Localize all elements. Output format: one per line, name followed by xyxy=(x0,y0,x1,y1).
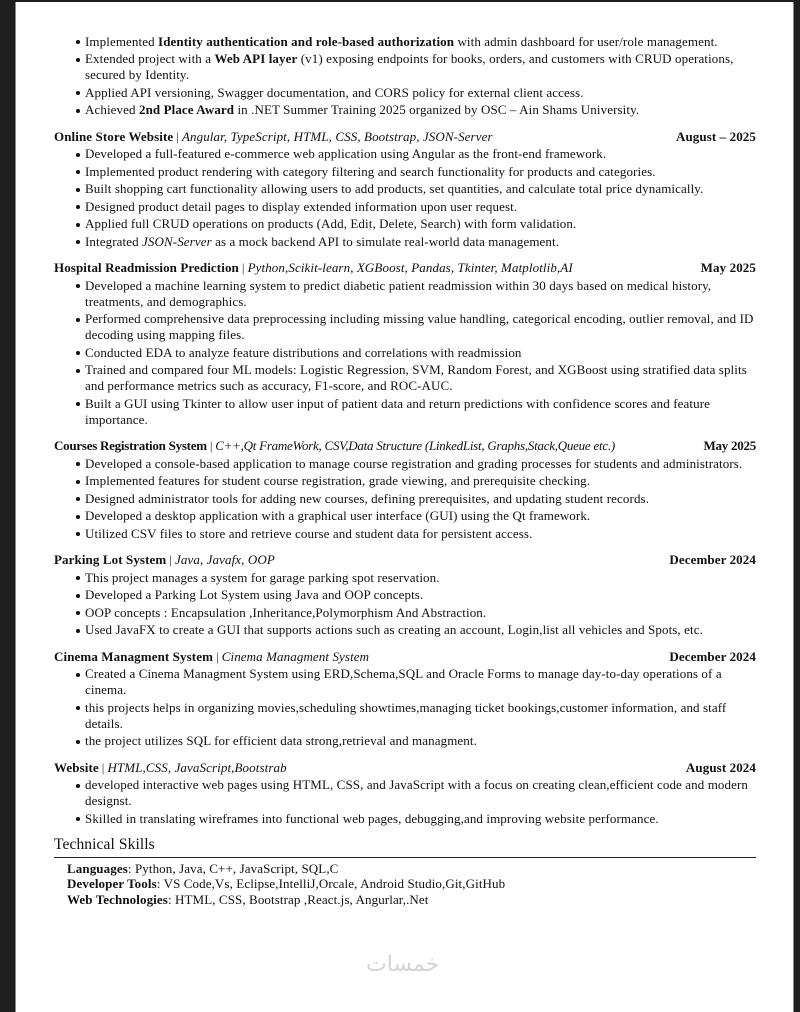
project-title-line xyxy=(54,128,493,145)
bullet-text: Implemented features for student course registration, grade viewing, and prerequisite checking. xyxy=(85,473,591,488)
bullet-text: Conducted EDA to analyze feature distributions and correlations with readmission xyxy=(85,344,522,360)
separator: | xyxy=(209,438,213,453)
bullet-text: Performed comprehensive data preprocessing including missing value handling, categorical encoding, outlier removal, and ID decoding using mapping files. xyxy=(85,311,754,342)
project-tech: C++,Qt FrameWork, CSV,Data Structure (LinkedList, Graphs,Stack,Queue etc.) xyxy=(215,438,615,453)
project-tech: Python,Scikit-learn, XGBoost, Pandas, Tkinter, Matplotlib,AI xyxy=(247,260,573,275)
project-name: Website xyxy=(54,759,99,775)
bullet-text: This project manages a system for garage parking spot reservation. xyxy=(85,569,440,585)
bullet-item xyxy=(85,587,756,603)
bullet-text: Implemented xyxy=(85,33,159,49)
bullet-text: Applied full CRUD operations on products (Add, Edit, Delete, Search) with form validation. xyxy=(85,216,577,231)
bullet-text: Integrated xyxy=(85,233,143,249)
bullet-item xyxy=(85,34,756,50)
bullet-item xyxy=(85,456,756,472)
bullet-list xyxy=(54,777,756,827)
bullet-item xyxy=(85,146,756,162)
bullet-list xyxy=(54,278,756,428)
bullet-text: Developed a console-based application to manage course registration and grading processes for students and administrators. xyxy=(85,455,743,471)
bullet-item xyxy=(85,777,756,809)
resume-page xyxy=(15,2,794,1012)
project-date: May 2025 xyxy=(700,260,756,275)
bullet-item xyxy=(85,508,756,524)
bullet-item xyxy=(85,526,756,542)
bullet-text: (v1) exposing endpoints for books, orders, and customers with CRUD operations, secured by Identity. xyxy=(85,51,734,82)
separator: | xyxy=(241,260,245,275)
bullet-text: 2nd Place Award xyxy=(138,102,235,117)
bullet-item xyxy=(85,622,756,638)
project-heading xyxy=(54,551,756,568)
bullet-item xyxy=(85,234,756,250)
bullet-item xyxy=(85,164,756,180)
bullet-text: Developed a Parking Lot System using Java and OOP concepts. xyxy=(85,587,424,602)
project-heading xyxy=(54,759,756,776)
project-name: Hospital Readmission Prediction xyxy=(54,260,239,275)
skill-row xyxy=(67,861,756,877)
bullet-text: Identity authentication and role-based authorization xyxy=(158,33,455,49)
bullet-item xyxy=(85,666,756,698)
bullet-list xyxy=(54,34,756,119)
bullet-text: Developed a desktop application with a graphical user interface (GUI) using the Qt framework. xyxy=(85,508,591,523)
bullet-item xyxy=(85,570,756,586)
skill-value: HTML, CSS, Bootstrap ,React.js, Angurlar,.Net xyxy=(175,891,429,907)
separator: | xyxy=(176,128,179,144)
bullet-item xyxy=(85,605,756,621)
bullet-item xyxy=(85,811,756,827)
bullet-text: Trained and compared four ML models: Logistic Regression, SVM, Random Forest, and XGBoost using stratified data splits and performance metrics such as accuracy, F1-score, and ROC-AUC. xyxy=(85,362,747,393)
project-name: Cinema Managment System xyxy=(54,648,214,664)
skill-label: Developer Tools xyxy=(67,876,157,891)
skill-value: Python, Java, C++, JavaScript, SQL,C xyxy=(134,860,339,876)
bullet-text: Skilled in translating wireframes into functional web pages, debugging,and improving website performance. xyxy=(85,810,659,826)
skill-value: VS Code,Vs, Eclipse,IntelliJ,Orcale, Android Studio,Git,GitHub xyxy=(163,876,506,891)
project-entry xyxy=(54,128,756,250)
bullet-text: Developed a full-featured e-commerce web application using Angular as the front-end framework. xyxy=(85,146,607,161)
skill-label: Languages xyxy=(67,860,128,876)
resume-content xyxy=(54,32,756,907)
skills-list xyxy=(54,861,756,908)
project-date: December 2024 xyxy=(669,648,756,664)
bullet-text: Utilized CSV files to store and retrieve course and student data for persistent access. xyxy=(85,525,533,541)
section-title-technical-skills: Technical Skills xyxy=(54,836,756,858)
bullet-text: Used JavaFX to create a GUI that supports actions such as creating an account, Login,list all vehicles and Spots, etc. xyxy=(85,622,703,637)
separator: | xyxy=(101,759,105,775)
bullet-list xyxy=(54,456,756,542)
bullet-text: as a mock backend API to simulate real-world data management. xyxy=(211,233,560,249)
bullet-text: Built shopping cart functionality allowing users to add products, set quantities, and calculate total price dynamically. xyxy=(85,181,704,196)
bullet-text: the project utilizes SQL for efficient data strong,retrieval and managment. xyxy=(85,733,477,748)
bullet-text: Designed product detail pages to display extended information upon user request. xyxy=(85,198,518,214)
bullet-text: Achieved xyxy=(85,102,139,117)
bullet-text: Web API layer xyxy=(214,51,298,66)
project-heading xyxy=(54,128,756,145)
skill-row xyxy=(67,876,756,892)
bullet-item xyxy=(85,700,756,732)
project-heading xyxy=(54,648,756,665)
skill-label: Web Technologies xyxy=(67,891,168,907)
project-entry xyxy=(54,759,756,827)
bullet-item xyxy=(85,278,756,310)
bullet-item xyxy=(85,181,756,197)
bullet-item xyxy=(85,102,756,118)
project-heading xyxy=(54,437,756,454)
bullet-item xyxy=(85,491,756,507)
project-date: August – 2025 xyxy=(675,128,756,144)
project-continued xyxy=(54,34,756,119)
project-title-line xyxy=(54,551,275,568)
project-date: August 2024 xyxy=(685,759,756,775)
project-title-line xyxy=(54,759,287,776)
bullet-item xyxy=(85,199,756,215)
project-entry xyxy=(54,648,756,750)
project-name: Online Store Website xyxy=(54,128,174,144)
bullet-item xyxy=(85,362,756,394)
project-name: Parking Lot System xyxy=(54,552,167,567)
bullet-item xyxy=(85,396,756,428)
bullet-text: in .NET Summer Training 2025 organized by OSC – Ain Shams University. xyxy=(234,102,640,117)
project-title-line xyxy=(54,648,369,665)
project-tech: Java, Javafx, OOP xyxy=(175,552,275,567)
bullet-text: Applied API versioning, Swagger documentation, and CORS policy for external client access. xyxy=(85,84,584,100)
bullet-list xyxy=(54,146,756,250)
project-tech: Cinema Managment System xyxy=(221,648,370,664)
project-entry xyxy=(54,551,756,638)
project-tech: Angular, TypeScript, HTML, CSS, Bootstrap, JSON-Server xyxy=(181,128,493,144)
bullet-item xyxy=(85,85,756,101)
bullet-text: developed interactive web pages using HTML, CSS, and JavaScript with a focus on creating clean,efficient code and modern designst. xyxy=(85,777,749,808)
project-title-line xyxy=(54,259,573,276)
bullet-item xyxy=(85,51,756,83)
bullet-item xyxy=(85,216,756,232)
bullet-item xyxy=(85,345,756,361)
separator: | xyxy=(169,552,173,567)
bullet-list xyxy=(54,666,756,749)
colon: : xyxy=(127,860,135,876)
project-tech: HTML,CSS, JavaScript,Bootstrab xyxy=(107,759,287,775)
bullet-item xyxy=(85,311,756,343)
bullet-list xyxy=(54,570,756,639)
project-entry xyxy=(54,437,756,542)
separator: | xyxy=(216,648,219,664)
project-heading xyxy=(54,259,756,276)
bullet-text: Built a GUI using Tkinter to allow user input of patient data and return predictions with confidence scores and feature importance. xyxy=(85,395,711,427)
project-title-line xyxy=(54,437,615,454)
bullet-item xyxy=(85,733,756,749)
colon: : xyxy=(156,876,164,891)
bullet-text: JSON-Server xyxy=(142,233,212,249)
project-date: May 2025 xyxy=(703,438,756,453)
bullet-text: Extended project with a xyxy=(85,51,215,66)
bullet-item xyxy=(85,473,756,489)
colon: : xyxy=(167,891,175,907)
bullet-text: OOP concepts : Encapsulation ,Inheritance,Polymorphism And Abstraction. xyxy=(85,604,487,620)
bullet-text: with admin dashboard for user/role management. xyxy=(454,33,718,49)
project-date: December 2024 xyxy=(669,552,756,567)
project-name: Courses Registration System xyxy=(54,438,207,453)
bullet-text: Created a Cinema Managment System using ERD,Schema,SQL and Oracle Forms to manage day-to-day operations of a cinema. xyxy=(85,666,722,697)
project-entry xyxy=(54,259,756,428)
bullet-text: this projects helps in organizing movies,scheduling showtimes,managing ticket bookings,customer information, and staff details. xyxy=(85,699,727,731)
skill-row xyxy=(67,892,756,908)
watermark-logo: خمسات xyxy=(366,952,440,977)
bullet-text: Designed administrator tools for adding new courses, defining prerequisites, and updating student records. xyxy=(85,490,650,506)
bullet-text: Implemented product rendering with category filtering and search functionality for products and categories. xyxy=(85,163,656,179)
bullet-text: Developed a machine learning system to predict diabetic patient readmission within 30 days based on medical history, treatments, and demographics. xyxy=(85,277,712,309)
